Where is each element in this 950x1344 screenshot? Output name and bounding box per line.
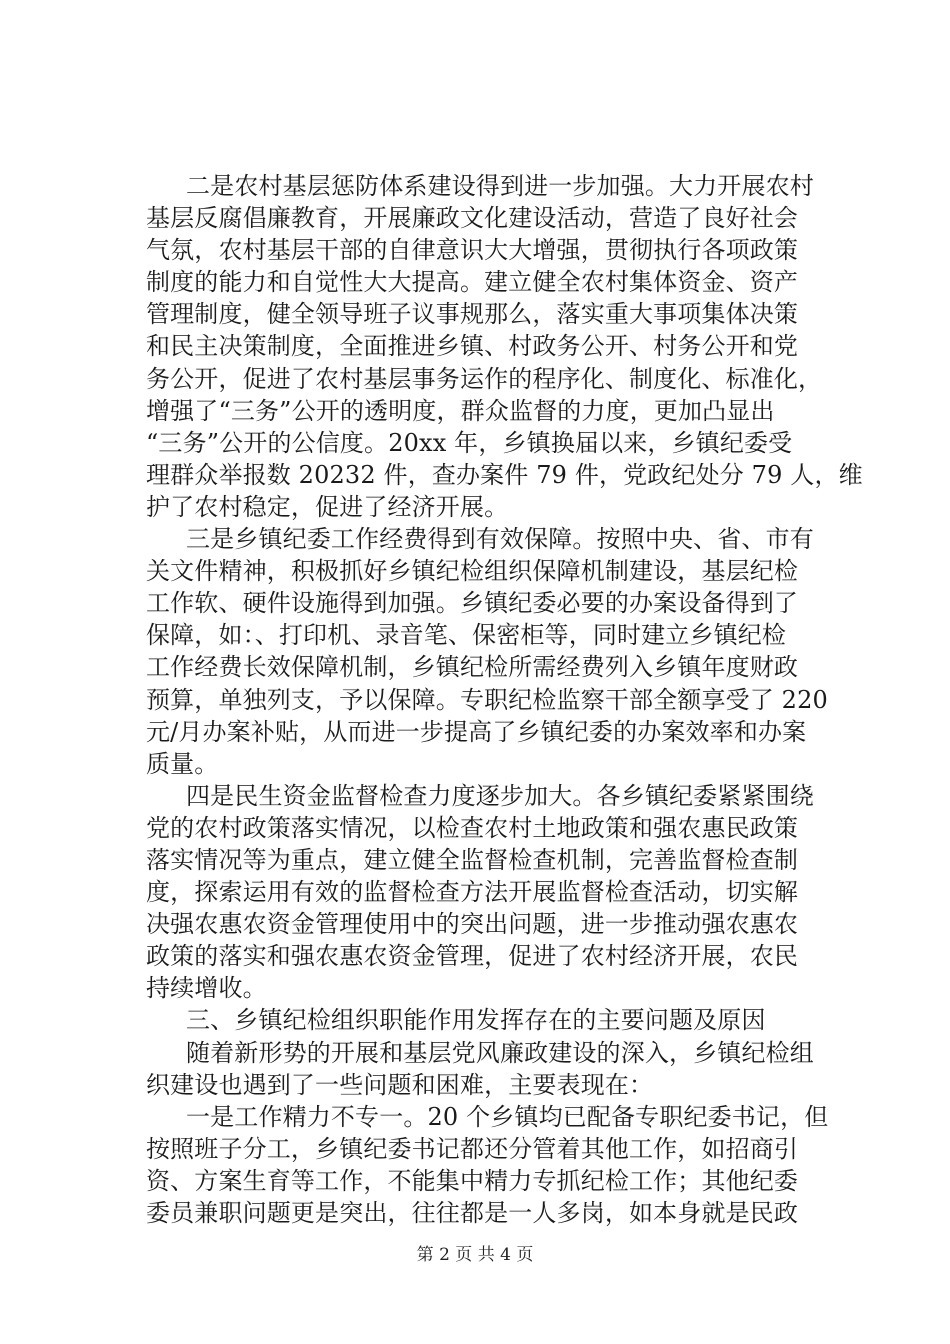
- text-line: 预算，单独列支，予以保障。专职纪检监察干部全额享受了 220: [146, 685, 828, 714]
- text-line: 制度的能力和自觉性大大提高。建立健全农村集体资金、资产: [146, 268, 799, 297]
- text-line: 理群众举报数 20232 件，查办案件 79 件，党政纪处分 79 人，维: [146, 460, 863, 489]
- text-line: 织建设也遇到了一些问题和困难，主要表现在：: [146, 1070, 654, 1099]
- text-line: 基层反腐倡廉教育，开展廉政文化建设活动，营造了良好社会: [146, 204, 799, 233]
- text-line: 增强了“三务”公开的透明度，群众监督的力度，更加凸显出: [146, 396, 775, 425]
- text-line: 决强农惠农资金管理使用中的突出问题，进一步推动强农惠农: [146, 910, 799, 939]
- text-line: 保障，如：、打印机、录音笔、保密柜等，同时建立乡镇纪检: [146, 621, 787, 650]
- text-line: 务公开，促进了农村基层事务运作的程序化、制度化、标准化，: [146, 364, 823, 393]
- text-line: 元/月办案补贴，从而进一步提高了乡镇纪委的办案效率和办案: [146, 717, 807, 746]
- text-line: 一是工作精力不专一。20 个乡镇均已配备专职纪委书记，但: [186, 1102, 829, 1131]
- text-line: 三、乡镇纪检组织职能作用发挥存在的主要问题及原因: [186, 1006, 766, 1035]
- text-line: 气氛，农村基层干部的自律意识大大增强，贯彻执行各项政策: [146, 236, 799, 265]
- text-line: 管理制度，健全领导班子议事规那么，落实重大事项集体决策: [146, 300, 799, 329]
- text-line: 政策的落实和强农惠农资金管理，促进了农村经济开展，农民: [146, 942, 799, 971]
- text-line: 三是乡镇纪委工作经费得到有效保障。按照中央、省、市有: [186, 525, 814, 554]
- body-text: [146, 170, 863, 1229]
- page-footer: 第 2 页 共 4 页: [416, 1245, 534, 1265]
- text-line: 资、方案生育等工作，不能集中精力专抓纪检工作；其他纪委: [146, 1166, 799, 1195]
- text-line: 四是民生资金监督检查力度逐步加大。各乡镇纪委紧紧围绕: [186, 781, 814, 810]
- text-line: 落实情况等为重点，建立健全监督检查机制，完善监督检查制: [146, 845, 799, 874]
- text-line: 质量。: [146, 749, 219, 778]
- text-line: 关文件精神，积极抓好乡镇纪检组织保障机制建设，基层纪检: [146, 557, 799, 586]
- text-line: “三务”公开的公信度。20xx 年，乡镇换届以来，乡镇纪委受: [146, 428, 793, 457]
- text-line: 二是农村基层惩防体系建设得到进一步加强。大力开展农村: [186, 172, 814, 200]
- text-line: 持续增收。: [146, 974, 267, 1003]
- text-line: 工作经费长效保障机制，乡镇纪检所需经费列入乡镇年度财政: [146, 653, 799, 682]
- text-line: 随着新形势的开展和基层党风廉政建设的深入，乡镇纪检组: [186, 1038, 814, 1067]
- text-line: 工作软、硬件设施得到加强。乡镇纪委必要的办案设备得到了: [146, 589, 799, 618]
- text-line: 党的农村政策落实情况，以检查农村土地政策和强农惠民政策: [146, 813, 799, 842]
- text-line: 委员兼职问题更是突出，往往都是一人多岗，如本身就是民政: [146, 1199, 799, 1227]
- text-line: 护了农村稳定，促进了经济开展。: [146, 492, 509, 521]
- text-line: 度，探索运用有效的监督检查方法开展监督检查活动，切实解: [146, 878, 799, 907]
- text-line: 和民主决策制度，全面推进乡镇、村政务公开、村务公开和党: [146, 332, 799, 361]
- text-line: 按照班子分工，乡镇纪委书记都还分管着其他工作，如招商引: [146, 1134, 799, 1163]
